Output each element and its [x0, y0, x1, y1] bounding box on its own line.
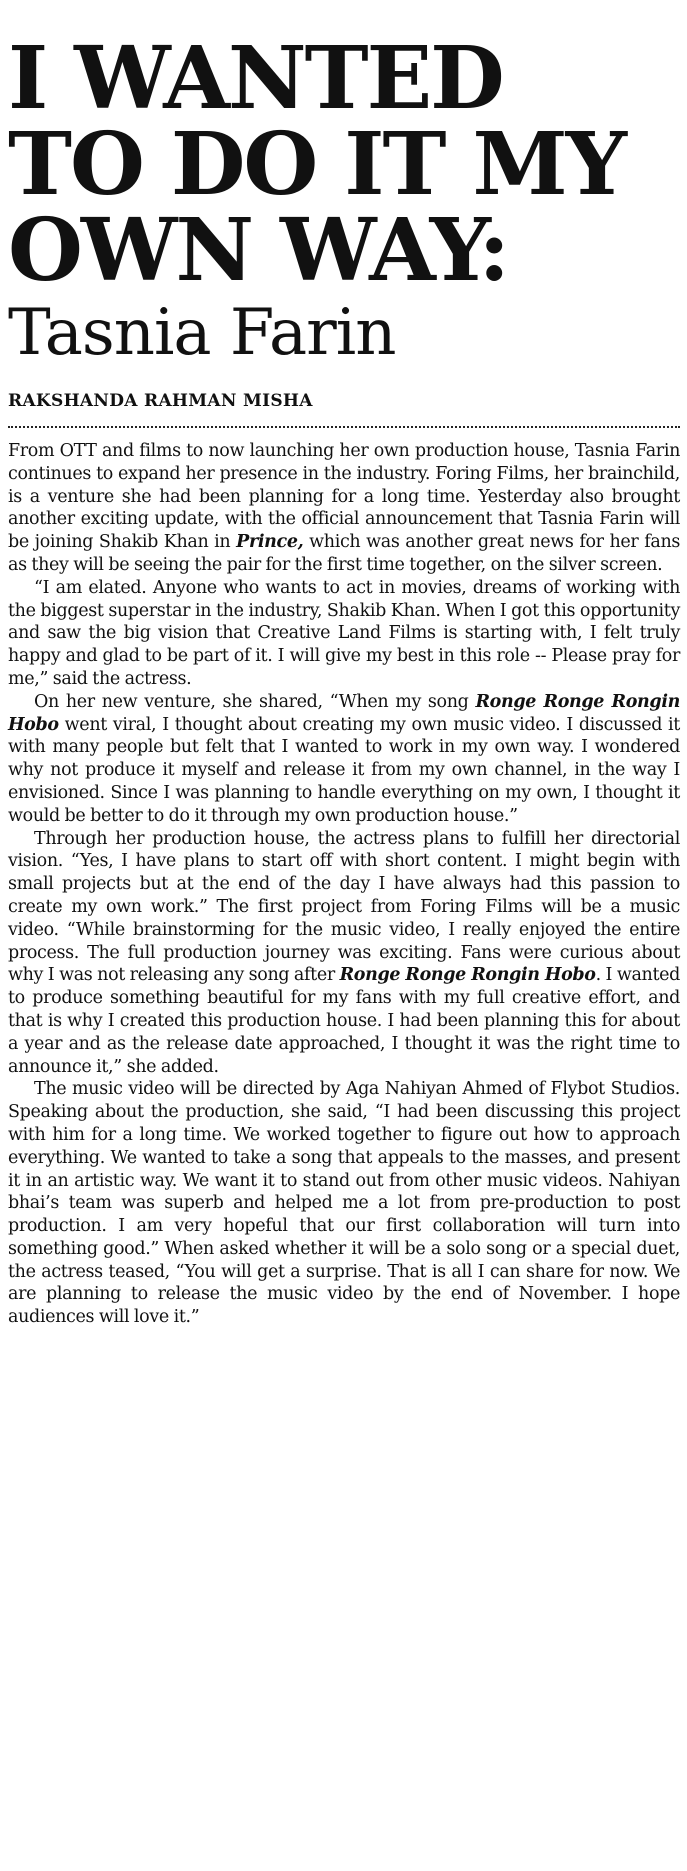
byline: RAKSHANDA RAHMAN MISHA	[8, 390, 680, 428]
paragraph-text: “I am elated. Anyone who wants to act in movies, dreams of working with the biggest superstar in the industry, Shakib Khan. When I got this opportunity and saw the big vision that Creative Land Films is starting with, I felt truly happy and glad to be part of it. I will give my best in this role -- Please pray for me,” said the actress.	[8, 577, 680, 689]
body-paragraph	[8, 577, 680, 691]
title-emphasis: Prince,	[236, 532, 304, 553]
body-paragraph	[8, 691, 680, 828]
article	[8, 28, 681, 1329]
title-emphasis: Ronge Ronge Rongin Hobo	[8, 691, 680, 735]
paragraph-text: From OTT and films to now launching her own production house, Tasnia Farin continues to expand her presence in the industry. Foring Films, her brainchild, is a venture she had been planning for a long time. Yesterday also brought another exciting update, with the official announcement that Tasnia Farin will be joining Shakib Khan in	[8, 441, 680, 553]
headline-line: OWN WAY:	[8, 200, 509, 301]
title-emphasis: Ronge Ronge Rongin Hobo	[339, 965, 596, 986]
paragraph-text: Through her production house, the actress plans to fulfill her directorial vision. “Yes, I have plans to start off with short content. I might begin with small projects but at the end of the day I have always had this passion to create my own work.” The first project from Foring Films will be a music video. “While brainstorming for the music video, I really enjoyed the entire process. The full production journey was exciting. Fans were curious about why I was not releasing any song after	[8, 828, 680, 986]
body-paragraph	[8, 1078, 680, 1329]
subheadline: Tasnia Farin	[8, 296, 396, 370]
paragraph-text: . I wanted to produce something beautiful for my fans with my full creative effort, and that is why I created this production house. I had been planning this for about a year and as the release date approached, I thought it was the right time to announce it,” she added.	[8, 965, 680, 1077]
paragraph-text: which was another great news for her fans as they will be seeing the pair for the first time together, on the silver screen.	[8, 532, 681, 575]
headline-line: I WANTED	[8, 28, 503, 129]
paragraph-text: On her new venture, she shared, “When my song	[34, 691, 476, 712]
headline	[8, 28, 680, 301]
body-paragraph	[8, 440, 680, 577]
article-body	[8, 440, 680, 1329]
paragraph-text: went viral, I thought about creating my own music video. I discussed it with many people but felt that I wanted to work in my own way. I wondered why not produce it myself and release it from my own channel, in the way I envisioned. Since I was planning to handle everything on my own, I thought it would be better to do it through my own production house.”	[8, 714, 680, 826]
body-paragraph	[8, 828, 680, 1079]
headline-line: TO DO IT MY	[8, 114, 626, 215]
paragraph-text: The music video will be directed by Aga Nahiyan Ahmed of Flybot Studios. Speaking about the production, she said, “I had been discussing this project with him for a long time. We worked together to figure out how to approach everything. We wanted to take a song that appeals to the masses, and present it in an artistic way. We want it to stand out from other music videos. Nahiyan bhai’s team was superb and helped me a lot from pre-production to post production. I am very hopeful that our first collaboration will turn into something good.” When asked whether it will be a solo song or a special duet, the actress teased, “You will get a surprise. That is all I can share for now. We are planning to release the music video by the end of November. I hope audiences will love it.”	[8, 1079, 680, 1328]
